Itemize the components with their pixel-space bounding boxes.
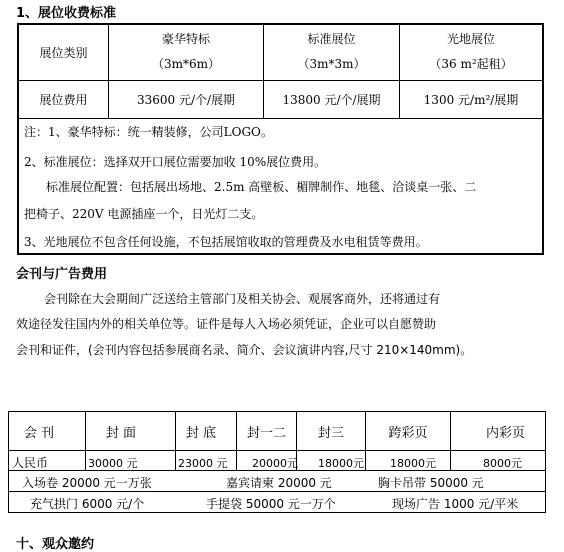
ad-extra-cell: 入场卷 20000 元一万张 (22, 476, 152, 490)
ad-price-cell: 8000元 (483, 457, 522, 470)
booth-type-standard: 标准展位 (307, 31, 356, 46)
fee-luxury: 33600 元/个/展期 (136, 93, 236, 107)
booth-type-raw-space: 光地展位 (446, 31, 495, 46)
table-divider (8, 450, 546, 451)
paragraph-line: 效途径发往国内外的相关单位等。证件是每人入场必须凭证，企业可以自愿赞助 (16, 317, 437, 331)
ad-price-cell: 30000 元 (88, 457, 138, 470)
ad-header: 会 刊 (23, 425, 55, 441)
table-divider (8, 491, 546, 492)
ad-header: 封 底 (185, 425, 217, 441)
header-booth-category: 展位类别 (39, 46, 88, 60)
ad-extra-cell: 现场广告 1000 元/平米 (392, 497, 519, 511)
booth-size-raw-space: （36 m²起租） (429, 56, 513, 71)
table-divider (17, 118, 544, 119)
note-line: 2、标准展位：选择双开口展位需要加收 10%展位费用。 (24, 155, 327, 169)
ad-header: 封一二 (246, 425, 286, 441)
section-title-booth-fees: 1、展位收费标准 (16, 6, 117, 21)
table-border-bottom (17, 253, 544, 255)
ad-header: 封三 (317, 425, 344, 441)
ad-price-cell: 人民币 (12, 456, 49, 470)
ad-extra-cell: 充气拱门 6000 元/个 (30, 497, 145, 511)
paragraph-line: 会刊除在大会期间广泛送给主管部门及相关协会、观展客商外，还将通过有 (44, 292, 441, 306)
section-title-audience: 十、观众邀约 (16, 537, 95, 552)
section-title-ad-fees: 会刊与广告费用 (16, 267, 108, 282)
table-border-top (8, 411, 546, 412)
note-line: 3、光地展位不包含任何设施，不包括展馆收取的管理费及水电租赁等费用。 (24, 235, 428, 249)
ad-price-cell: 18000元 (318, 457, 364, 470)
note-line: 注：1、豪华特标：统一精装修，公司LOGO。 (24, 125, 273, 139)
ad-header: 内彩页 (485, 425, 525, 441)
table-border-right (545, 411, 546, 513)
fee-row-label: 展位费用 (39, 93, 88, 107)
ad-price-cell: 18000元 (390, 457, 436, 470)
table-border-bottom (8, 512, 546, 513)
booth-size-luxury: （3m*6m） (151, 56, 221, 71)
booth-type-luxury: 豪华特标 (161, 31, 210, 46)
ad-header: 封 面 (105, 425, 137, 441)
fee-raw-space: 1300 元/m²/展期 (423, 93, 519, 107)
ad-price-cell: 23000 元 (178, 457, 228, 470)
ad-extra-cell: 胸卡吊带 50000 元 (378, 476, 484, 490)
ad-price-cell: 20000元 (252, 457, 298, 470)
table-border-right (542, 23, 544, 255)
paragraph-line: 会刊和证件，(会刊内容包括参展商名录、简介、会议演讲内容,尺寸 210×140mm)。 (16, 343, 473, 357)
note-line: 标准展位配置：包括展出场地、2.5m 高壁板、楣牌制作、地毯、洽谈桌一张、二 (46, 180, 477, 194)
booth-size-standard: （3m*3m） (297, 56, 366, 71)
ad-extra-cell: 手提袋 50000 元一万个 (206, 497, 336, 511)
note-line: 把椅子、220V 电源插座一个，日光灯二支。 (24, 207, 264, 221)
ad-extra-cell: 嘉宾请柬 20000 元 (226, 476, 332, 490)
fee-standard: 13800 元/个/展期 (282, 93, 381, 107)
ad-header: 跨彩页 (388, 425, 428, 441)
